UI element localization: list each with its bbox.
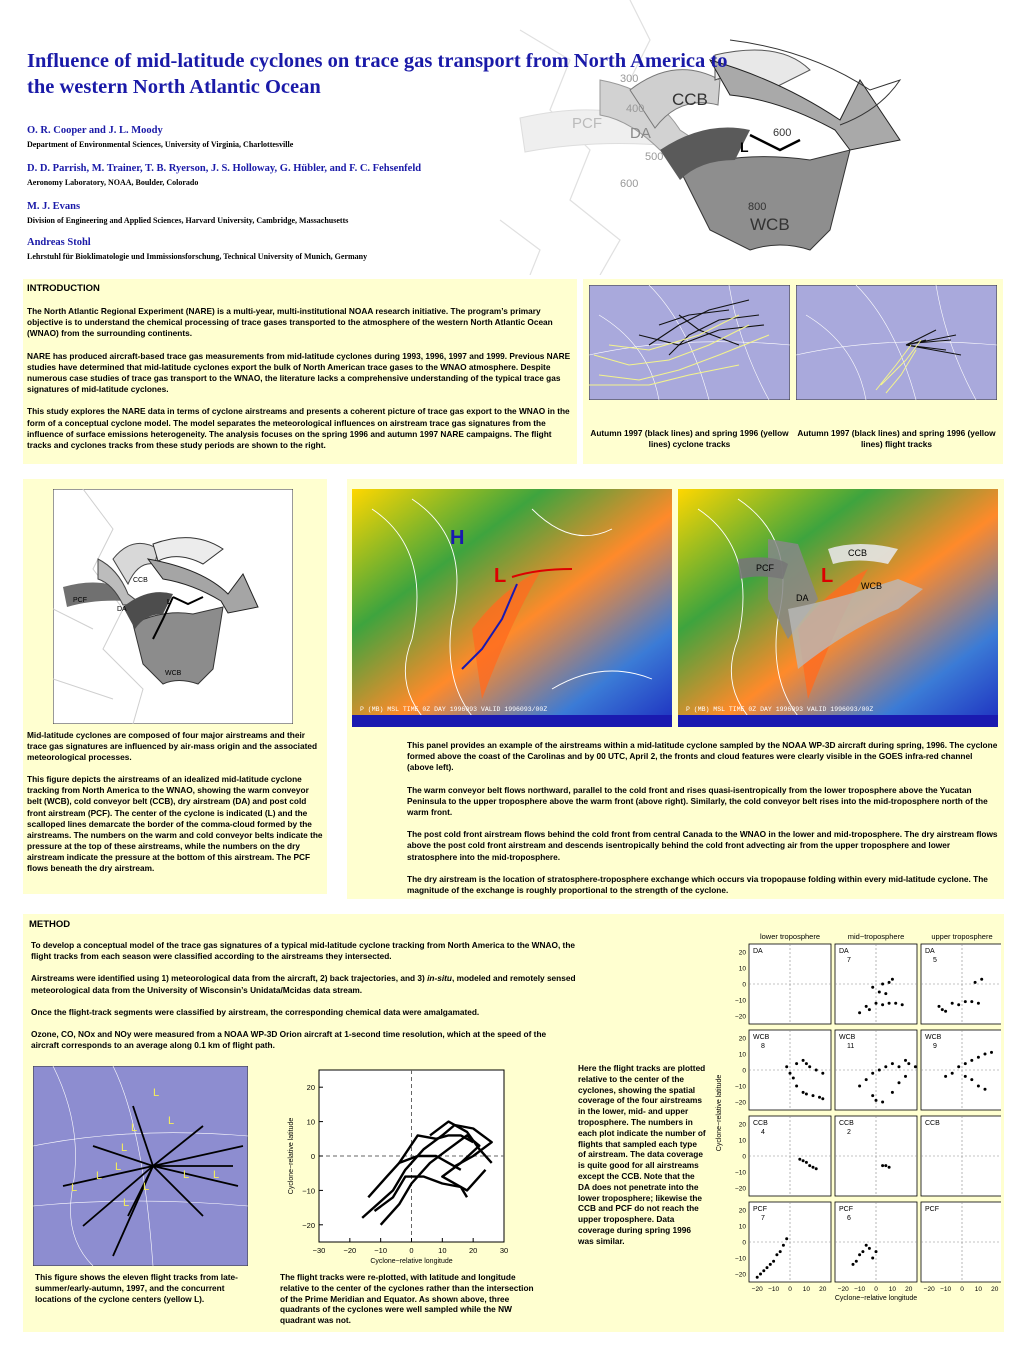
cyclone-center-label: L <box>131 1122 138 1134</box>
y-tick-label: 0 <box>310 1152 315 1161</box>
high-label: H <box>450 527 465 549</box>
panel-label: CCB <box>839 1120 854 1127</box>
panel-count: 4 <box>761 1129 765 1136</box>
y-tick-label: −10 <box>734 1255 746 1263</box>
method-panel <box>23 914 1004 1332</box>
goes-ir-image-right <box>678 489 998 727</box>
panel-count: 9 <box>933 1043 937 1050</box>
y-tick-label: 0 <box>742 1153 746 1161</box>
intro-paragraph: NARE has produced aircraft-based trace gas measurements from mid-latitude cyclones during 1993, 1996, 1997 and 1999. Previous NARE studies have determined that mid-latitude cyclones export the bulk of North American trace gases to the WNAO atmosphere. Despite numerous case studies of trace gas transport to the WNAO, the literature lacks a comprehensive understanding of the typical trace gas signatures of mid-latitude cyclones. <box>27 350 571 395</box>
low-label: L <box>740 139 749 155</box>
caption-paragraph: The post cold front airstream flows behind the cold front from central Canada to the WNAO in the lower and mid-troposphere. The dry airstream flows above the post cold front airstream and descends isentropically behind the cold front advecting air from the upper troposphere and lower stratosphere into the mid-troposphere. <box>407 829 998 862</box>
panel-label: DA <box>839 948 849 955</box>
data-point <box>875 1099 878 1102</box>
y-tick-label: 10 <box>306 1117 315 1127</box>
data-point <box>865 1005 868 1008</box>
data-point <box>759 1273 762 1276</box>
p600-wcb-label: 600 <box>773 127 792 139</box>
data-point <box>878 991 881 994</box>
x-tick-label: 10 <box>888 1286 897 1293</box>
data-point <box>792 1077 795 1080</box>
poster-title: Influence of mid-latitude cyclones on trace gas transport from North America to the western North Atlantic Ocean <box>27 50 728 98</box>
data-point <box>812 1094 815 1097</box>
data-point <box>815 1069 818 1072</box>
data-point <box>871 1257 874 1260</box>
author-group-3: M. J. Evans <box>27 201 81 212</box>
panel-label: CCB <box>925 1120 940 1127</box>
data-point <box>871 986 874 989</box>
panel-label: WCB <box>753 1034 770 1041</box>
panel-label: PCF <box>839 1206 853 1213</box>
x-tick-label: 20 <box>468 1246 478 1255</box>
data-point <box>858 1011 861 1014</box>
data-point <box>805 1062 808 1065</box>
method-emphasis: in-situ <box>427 973 452 984</box>
cyclone-center-label: L <box>143 1181 150 1193</box>
data-point <box>808 1164 811 1167</box>
cyclone-center-label: L <box>123 1197 130 1209</box>
method-heading: METHOD <box>29 919 71 930</box>
data-point <box>785 1065 788 1068</box>
data-point <box>970 1000 973 1003</box>
y-tick-label: −10 <box>734 1169 746 1177</box>
data-point <box>785 1237 788 1240</box>
data-point <box>980 978 983 981</box>
cyclone-relative-tracks-plot <box>281 1064 516 1274</box>
pcf-label: PCF <box>756 563 774 573</box>
method-paragraph: Ozone, CO, NOx and NOy were measured from a NOAA WP-3D Orion aircraft at 1-second time resolution, which at the speed of the aircraft corresponds to an average along 0.1 km of flight path. <box>31 1029 547 1051</box>
data-point <box>891 1062 894 1065</box>
da-label: DA <box>630 125 651 142</box>
column-header: mid−troposphere <box>847 932 905 941</box>
y-axis-label: Cyclone−relative latitude <box>288 1117 295 1195</box>
x-tick-label: 30 <box>499 1246 509 1255</box>
data-point <box>894 1002 897 1005</box>
data-point <box>762 1269 765 1272</box>
data-point <box>881 1164 884 1167</box>
data-point <box>970 1078 973 1081</box>
ccb-label: CCB <box>133 577 148 584</box>
da-label: DA <box>796 593 809 603</box>
data-point <box>901 1003 904 1006</box>
data-point <box>779 1250 782 1253</box>
low-label: L <box>167 599 172 606</box>
data-point <box>904 1059 907 1062</box>
data-point <box>805 1093 808 1096</box>
cyclone-center-label: L <box>115 1161 122 1173</box>
panel-count: 2 <box>847 1129 851 1136</box>
x-tick-label: 20 <box>905 1286 913 1293</box>
pcf-label: PCF <box>572 115 602 132</box>
data-point <box>941 1008 944 1011</box>
affiliation-3: Division of Engineering and Applied Sciences, Harvard University, Cambridge, Massachusetts <box>27 216 349 225</box>
y-tick-label: 0 <box>742 1067 746 1075</box>
method-paragraph: To develop a conceptual model of the trace gas signatures of a typical mid-latitude cyclone tracking from North America to the WNAO, the flight tracks from each season were classified according to the airstreams they intersected. <box>31 940 576 962</box>
x-tick-label: −20 <box>837 1286 849 1293</box>
method-paragraph-part: Airstreams were identified using 1) meteorological data from the aircraft, 2) back trajectories, and 3) <box>31 973 428 984</box>
panel-count: 7 <box>761 1215 765 1222</box>
goes-caption <box>407 740 1001 896</box>
flight-tracks-1997-caption: This figure shows the eleven flight tracks from late-summer/early-autumn, 1997, and the concurrent locations of the cyclone centers (yellow L). <box>35 1272 238 1304</box>
x-tick-label: −10 <box>374 1246 388 1255</box>
author-group-1: O. R. Cooper and J. L. Moody <box>27 125 163 136</box>
low-label: L <box>494 565 507 587</box>
panel-count: 5 <box>933 957 937 964</box>
x-tick-label: −30 <box>312 1246 326 1255</box>
wcb-label: WCB <box>750 215 790 234</box>
introduction-text <box>27 306 572 451</box>
y-tick-label: −10 <box>734 1083 746 1091</box>
cyclone-center-label: L <box>183 1169 190 1181</box>
flight-tracks-1997-map <box>33 1066 248 1266</box>
x-tick-label: −20 <box>923 1286 935 1293</box>
data-point <box>821 1072 824 1075</box>
y-tick-label: −20 <box>734 1185 746 1193</box>
data-point <box>944 1010 947 1013</box>
y-tick-label: 10 <box>738 965 746 973</box>
data-point <box>775 1253 778 1256</box>
airstream-grid-caption: Here the flight tracks are plotted relative to the center of the cyclones, showing the spatial coverage of the four airstreams in the lower, mid- and upper troposphere. The numbers in each plot indicate the number of flights that sampled each type of airstream. The data coverage is quite good for all airstreams except the CCB. Note that the DA does not penetrate into the lower troposphere; likewise the CCB and PCF do not reach the upper troposphere. Data coverage during spring 1996 was similar. <box>578 1063 706 1246</box>
author-group-4: Andreas Stohl <box>27 237 91 248</box>
y-tick-label: 0 <box>742 1239 746 1247</box>
goes-footer: P (MB) MSL TIME 0Z DAY 1996093 VALID 1996093/00Z <box>686 706 874 713</box>
x-tick-label: 10 <box>802 1286 811 1293</box>
panel-count: 11 <box>847 1043 855 1050</box>
x-tick-label: 10 <box>974 1286 983 1293</box>
conceptual-model-header-graphic <box>480 0 1024 275</box>
cyclone-center-label: L <box>213 1169 220 1181</box>
cyclone-center-label: L <box>153 1087 160 1099</box>
data-point <box>795 1062 798 1065</box>
data-point <box>871 1072 874 1075</box>
y-tick-label: 20 <box>738 949 746 957</box>
data-point <box>888 1002 891 1005</box>
panel-count: 6 <box>847 1215 851 1222</box>
data-point <box>815 1167 818 1170</box>
x-tick-label: −20 <box>751 1286 763 1293</box>
data-point <box>914 1065 917 1068</box>
x-tick-label: 0 <box>960 1286 964 1293</box>
data-point <box>944 1075 947 1078</box>
data-point <box>782 1244 785 1247</box>
data-point <box>977 1085 980 1088</box>
x-tick-label: −10 <box>768 1286 780 1293</box>
goes-panel <box>347 479 1004 899</box>
panel-count: 8 <box>761 1043 765 1050</box>
data-point <box>990 1051 993 1054</box>
y-tick-label: −20 <box>734 1099 746 1107</box>
panel-label: DA <box>753 948 763 955</box>
y-tick-label: 20 <box>738 1035 746 1043</box>
y-tick-label: −20 <box>302 1220 315 1230</box>
x-tick-label: −10 <box>940 1286 952 1293</box>
p300-label: 300 <box>620 73 639 85</box>
method-paragraph: Once the flight-track segments were classified by airstream, the corresponding chemical data were amalgamated. <box>31 1006 480 1017</box>
data-point <box>898 1081 901 1084</box>
column-header: upper troposphere <box>931 932 993 941</box>
data-point <box>881 1101 884 1104</box>
y-tick-label: 20 <box>306 1083 315 1093</box>
data-point <box>977 1002 980 1005</box>
panel-label: PCF <box>753 1206 767 1213</box>
affiliation-2: Aeronomy Laboratory, NOAA, Boulder, Colorado <box>27 178 199 187</box>
cyclone-tracks-caption: Autumn 1997 (black lines) and spring 1996 (yellow lines) cyclone tracks <box>590 428 789 449</box>
p400-label: 400 <box>626 103 645 115</box>
x-tick-label: 10 <box>438 1246 447 1255</box>
panel-label: WCB <box>925 1034 942 1041</box>
goes-ir-image-left <box>352 489 672 727</box>
data-point <box>821 1097 824 1100</box>
data-point <box>868 1008 871 1011</box>
x-tick-label: 20 <box>991 1286 999 1293</box>
caption-paragraph: This figure depicts the airstreams of an idealized mid-latitude cyclone tracking from North America to the WNAO, showing the warm conveyor belt (WCB), cold conveyor belt (CCB), dry airstream (DA) and post cold front airstream (PCF). The center of the cyclone is indicated (L) and the scalloped lines demarcate the border of the comma-cloud formed by the airstreams. The numbers on the warm and cold conveyor belts indicate the pressure at the top of these airstreams, while the numbers on the dry airstream indicate the pressure at the bottom of this airstream. The PCF flows beneath the dry airstream. <box>27 774 323 874</box>
panel-count: 7 <box>847 957 851 964</box>
y-tick-label: −10 <box>734 997 746 1005</box>
data-point <box>984 1053 987 1056</box>
x-tick-label: −10 <box>854 1286 866 1293</box>
cyclone-center-label: L <box>96 1170 103 1182</box>
data-point <box>888 981 891 984</box>
data-point <box>951 1072 954 1075</box>
ccb-label: CCB <box>672 90 708 109</box>
p800-label: 800 <box>748 201 767 213</box>
data-point <box>802 1091 805 1094</box>
data-point <box>865 1078 868 1081</box>
affiliation-4: Lehrstuhl für Bioklimatologie und Immissionsforschung, Technical University of Munich, Germany <box>27 252 368 261</box>
data-point <box>904 1075 907 1078</box>
data-point <box>891 978 894 981</box>
pcf-label: PCF <box>73 597 87 604</box>
data-point <box>789 1072 792 1075</box>
data-point <box>858 1085 861 1088</box>
y-tick-label: 10 <box>738 1051 746 1059</box>
wcb-label: WCB <box>165 670 182 677</box>
y-tick-label: 10 <box>738 1223 746 1231</box>
data-point <box>808 1065 811 1068</box>
data-point <box>865 1244 868 1247</box>
x-axis-label: Cyclone−relative longitude <box>834 1295 918 1302</box>
data-point <box>964 1075 967 1078</box>
ccb-label: CCB <box>848 548 868 558</box>
data-point <box>772 1260 775 1263</box>
data-point <box>898 1065 901 1068</box>
conceptual-model-caption <box>27 730 323 874</box>
caption-paragraph: This panel provides an example of the airstreams within a mid-latitude cyclone sampled by the NOAA WP-3D aircraft during spring, 1996. The cyclone formed above the coast of the Carolinas and by 00 UTC, April 2, the fronts and cloud features were clearly visible in the GOES infra-red channel (above left). <box>407 740 998 773</box>
x-tick-label: −20 <box>343 1246 357 1255</box>
data-point <box>881 1003 884 1006</box>
y-tick-label: 0 <box>742 981 746 989</box>
data-point <box>970 1059 973 1062</box>
y-tick-label: −10 <box>302 1186 315 1196</box>
da-label: DA <box>117 606 127 613</box>
p600-label: 600 <box>620 178 639 190</box>
data-point <box>861 1250 864 1253</box>
data-point <box>888 1166 891 1169</box>
panel-label: DA <box>925 948 935 955</box>
data-point <box>766 1266 769 1269</box>
y-tick-label: −20 <box>734 1271 746 1279</box>
intro-paragraph: The North Atlantic Regional Experiment (NARE) is a multi-year, multi-institutional NOAA research initiative. The program’s primary objective is to understand the chemical processing of trace gases transported to the atmosphere of the western North Atlantic Ocean (WNAO) from the surrounding continents. <box>27 306 553 339</box>
method-paragraph <box>31 973 576 995</box>
data-point <box>884 992 887 995</box>
p500-label: 500 <box>645 151 664 163</box>
cyclone-center-label: L <box>121 1142 128 1154</box>
panel-label: WCB <box>839 1034 856 1041</box>
data-point <box>802 1059 805 1062</box>
data-point <box>818 1096 821 1099</box>
x-tick-label: 0 <box>788 1286 792 1293</box>
airstream-coverage-grid <box>711 930 1001 1326</box>
data-point <box>769 1263 772 1266</box>
introduction-heading: INTRODUCTION <box>27 283 100 294</box>
data-point <box>855 1260 858 1263</box>
column-header: lower troposphere <box>759 932 821 941</box>
caption-paragraph: Mid-latitude cyclones are composed of four major airstreams and their trace gas signatures are influenced by air-mass origin and the associated meteorological processes. <box>27 730 318 763</box>
data-point <box>798 1158 801 1161</box>
conceptual-model-figure <box>53 489 293 724</box>
data-point <box>868 1247 871 1250</box>
wcb-label: WCB <box>861 581 882 591</box>
data-point <box>964 1062 967 1065</box>
data-point <box>795 1085 798 1088</box>
low-label: L <box>821 565 834 587</box>
introduction-panel <box>23 279 577 464</box>
affiliation-1: Department of Environmental Sciences, University of Virginia, Charlottesville <box>27 140 294 149</box>
y-tick-label: 10 <box>738 1137 746 1145</box>
data-point <box>891 1091 894 1094</box>
cyclone-center-label: L <box>71 1182 78 1194</box>
data-point <box>951 1002 954 1005</box>
data-point <box>852 1263 855 1266</box>
cyclone-center-label: L <box>168 1115 175 1127</box>
goes-footer: P (MB) MSL TIME 0Z DAY 1996093 VALID 1996093/00Z <box>360 706 548 713</box>
data-point <box>957 1003 960 1006</box>
data-point <box>812 1166 815 1169</box>
data-point <box>881 983 884 986</box>
flight-tracks-caption: Autumn 1997 (black lines) and spring 1996 (yellow lines) flight tracks <box>797 428 996 449</box>
y-tick-label: 20 <box>738 1207 746 1215</box>
data-point <box>871 1094 874 1097</box>
y-tick-label: 20 <box>738 1121 746 1129</box>
data-point <box>875 1250 878 1253</box>
data-point <box>884 1164 887 1167</box>
data-point <box>875 1002 878 1005</box>
data-point <box>977 1056 980 1059</box>
data-point <box>984 1088 987 1091</box>
data-point <box>878 1069 881 1072</box>
flight-tracks-map <box>796 285 997 400</box>
track-maps-panel <box>583 279 1003 464</box>
data-point <box>802 1159 805 1162</box>
panel-label: PCF <box>925 1206 939 1213</box>
data-point <box>938 1005 941 1008</box>
data-point <box>756 1276 759 1279</box>
data-point <box>858 1253 861 1256</box>
data-point <box>974 981 977 984</box>
x-tick-label: 20 <box>819 1286 827 1293</box>
cyclone-relative-tracks-caption: The flight tracks were re-plotted, with latitude and longitude relative to the center of the cyclones rather than the intersection of the Prime Meridian and Equator. As shown above, three quadrants of the cyclones were well sampled while the NW quadrant was not. <box>280 1272 534 1326</box>
cyclone-tracks-map <box>589 285 790 400</box>
method-text <box>31 940 576 1051</box>
author-group-2: D. D. Parrish, M. Trainer, T. B. Ryerson, J. S. Holloway, G. Hübler, and F. C. Fehsenfeld <box>27 163 422 174</box>
method-paragraph-part: , modeled and remotely sensed meteorological data from the University of Wisconsin’s Unidata/Mcidas data stream. <box>31 973 576 995</box>
panel-label: CCB <box>753 1120 768 1127</box>
y-axis-label: Cyclone−relative latitude <box>716 1074 723 1152</box>
x-tick-label: 0 <box>409 1246 414 1255</box>
data-point <box>805 1161 808 1164</box>
caption-paragraph: The warm conveyor belt flows northward, parallel to the cold front and rises quasi-isentropically from the lower troposphere above the Yucatan Peninsula to the upper troposphere above the warm front (above right). Similarly, the cold conveyor belt rises into the mid-troposphere north of the warm front. <box>407 784 988 818</box>
data-point <box>964 1000 967 1003</box>
data-point <box>884 1065 887 1068</box>
conceptual-model-panel <box>23 479 327 894</box>
intro-paragraph: This study explores the NARE data in terms of cyclone airstreams and presents a coherent picture of trace gas export to the WNAO in the form of a conceptual cyclone model. The model separates the meteorological influences on airstream trace gas signatures from the influence of surface emissions heterogeneity. The analysis focuses on the spring 1996 and autumn 1997 NARE campaigns. The flight tracks and cyclones tracks from these study periods are shown to the right. <box>27 406 570 451</box>
caption-paragraph: The dry airstream is the location of stratosphere-troposphere exchange which occurs via tropopause folding within every mid-latitude cyclone. The magnitude of the exchange is roughly proportional to the strength of the cyclone. <box>407 873 988 896</box>
data-point <box>957 1065 960 1068</box>
y-tick-label: −20 <box>734 1013 746 1021</box>
x-axis-label: Cyclone−relative longitude <box>370 1258 453 1265</box>
x-tick-label: 0 <box>874 1286 878 1293</box>
data-point <box>907 1062 910 1065</box>
